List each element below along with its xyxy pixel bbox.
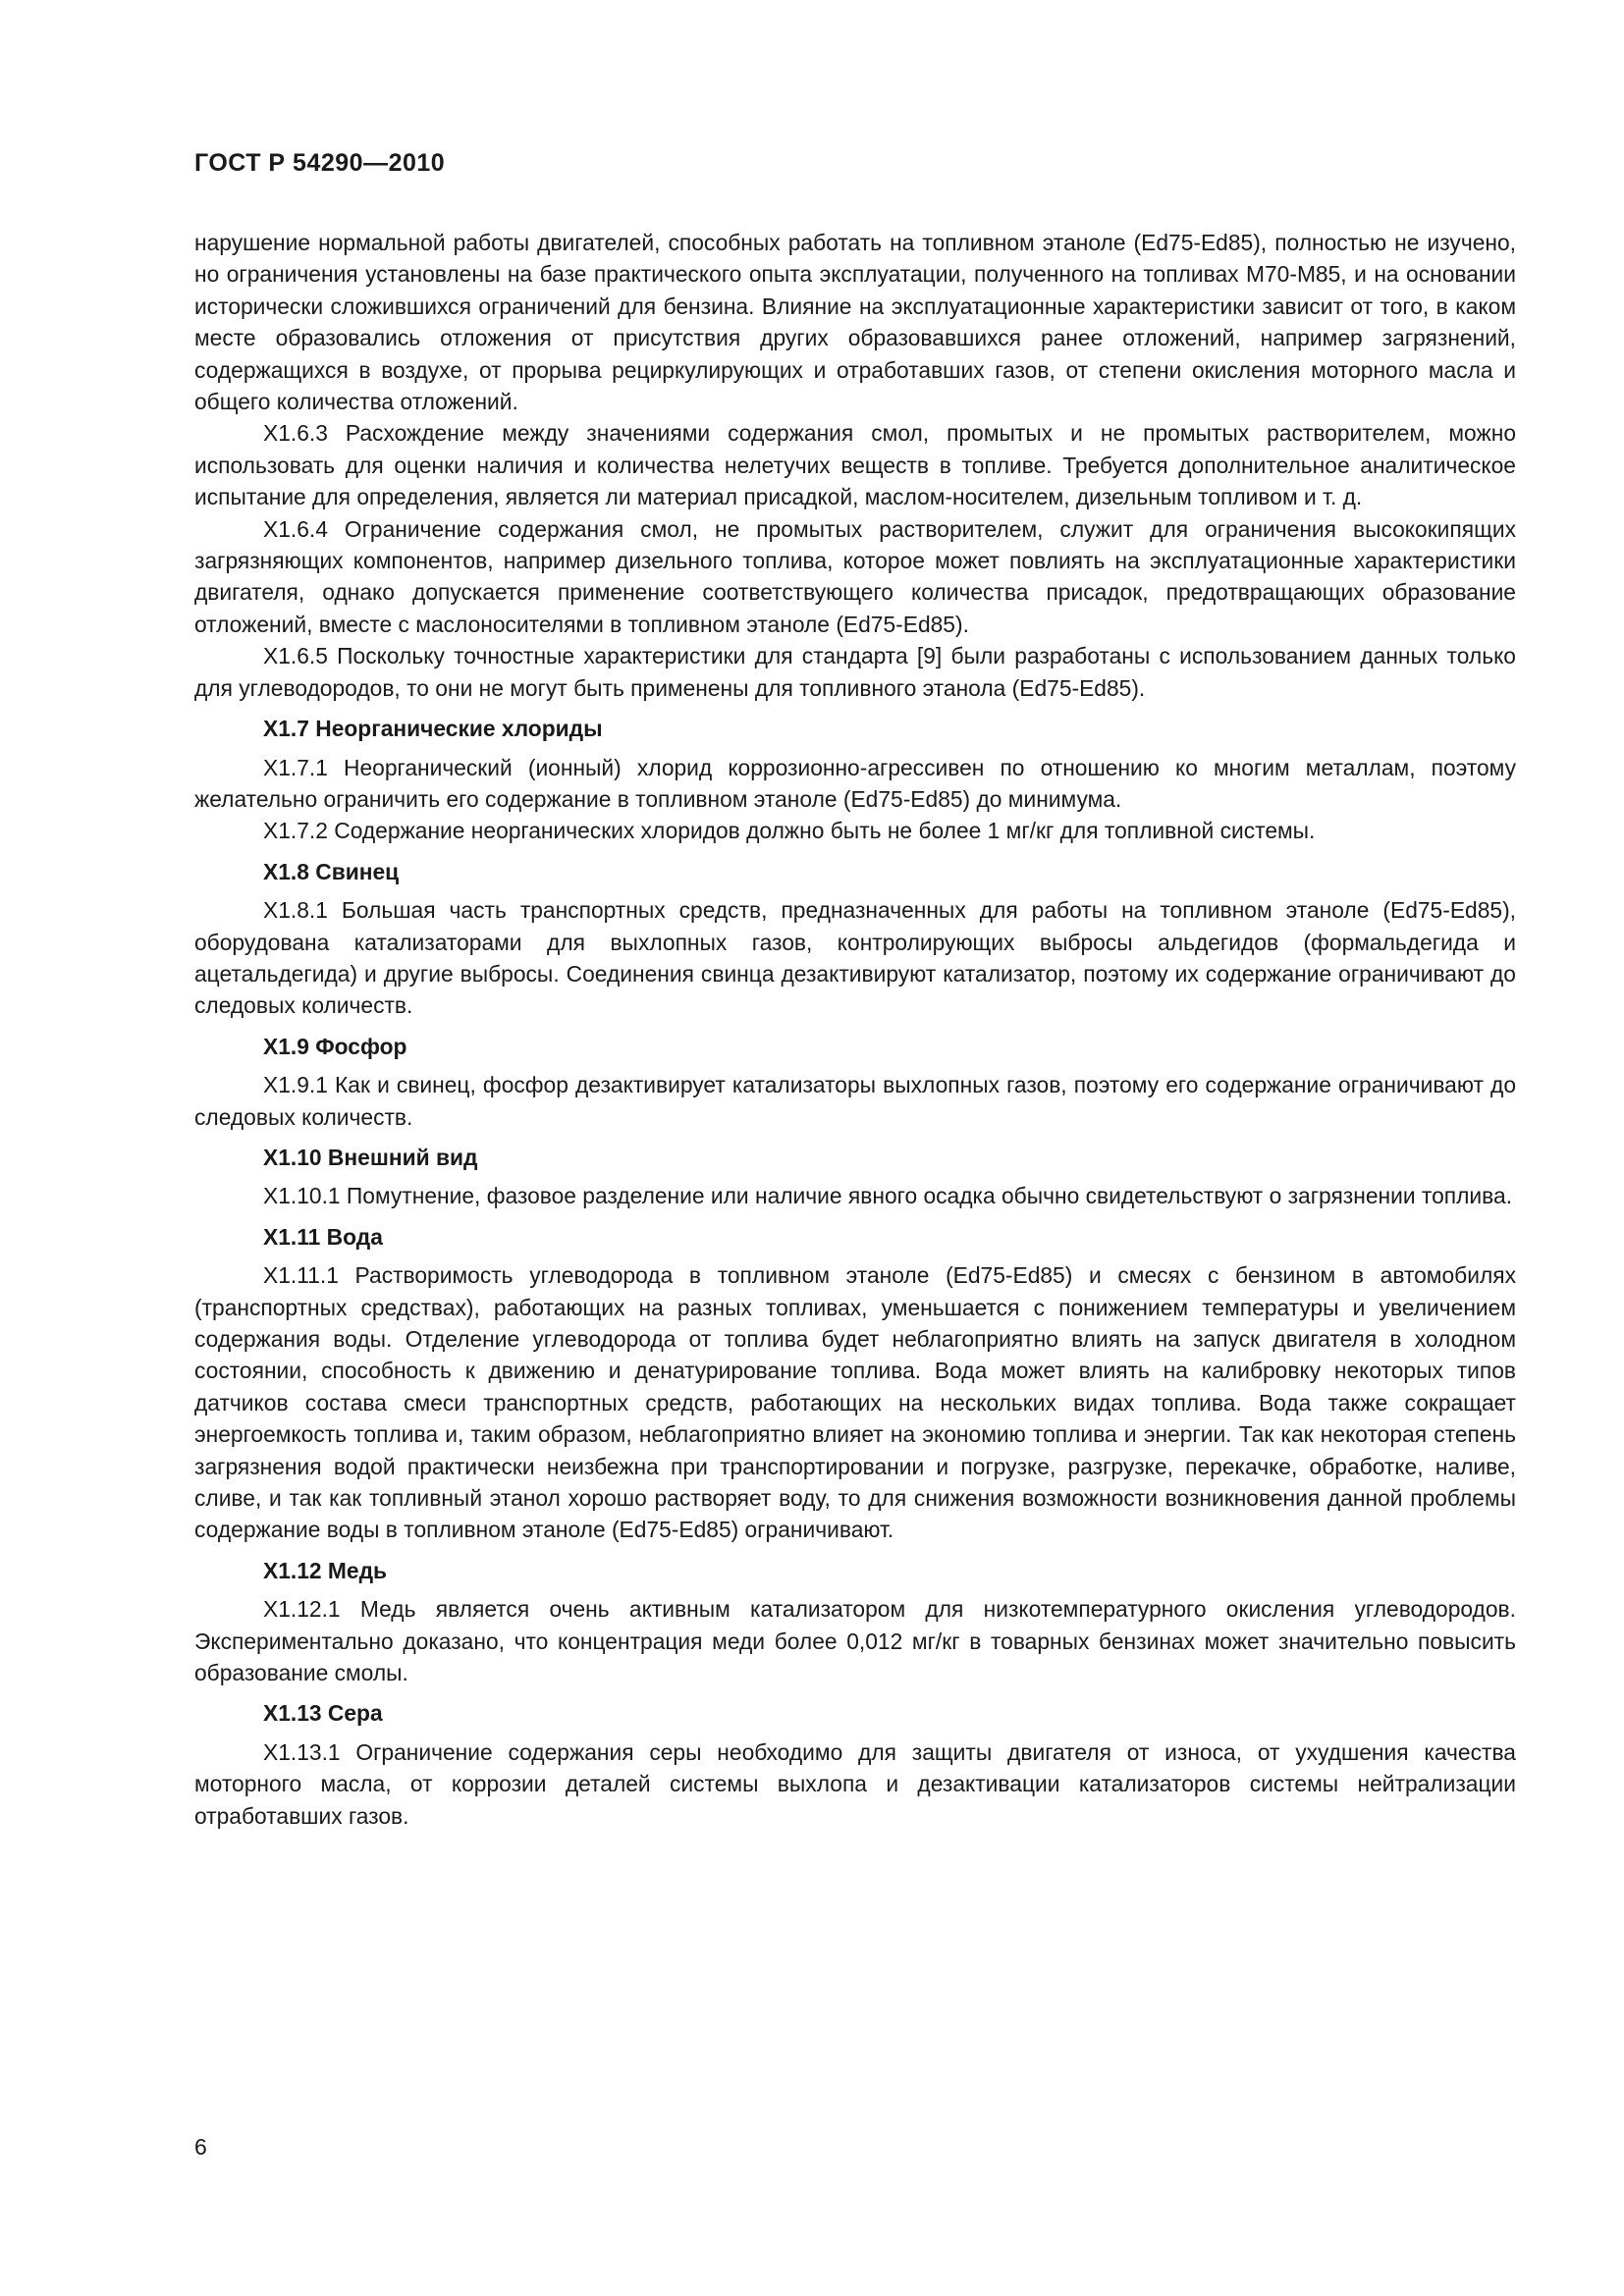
section-heading-x1-8: Х1.8 Свинец [263,858,400,884]
section-heading-x1-13: Х1.13 Сера [263,1700,383,1727]
paragraph-x1-12-1: Х1.12.1 Медь является очень активным катализатором для низкотемпературного окисления углеводородов. Экспериментально доказано, что концентрация меди более 0,012 мг/кг в товарных бензинах может значительно повысить образование смолы. [194,1596,1516,1686]
document-header: ГОСТ Р 54290—2010 [194,149,446,177]
paragraph-x1-7-2: Х1.7.2 Содержание неорганических хлоридов должно быть не более 1 мг/кг для топливной системы. [263,818,1316,844]
paragraph-x1-7-1: Х1.7.1 Неорганический (ионный) хлорид коррозионно-агрессивен по отношению ко многим металлам, поэтому желательно ограничить его содержание в топливном этаноле (Ed75-Ed85) до минимума. [194,754,1516,812]
section-heading-x1-11: Х1.11 Вода [263,1223,383,1250]
paragraph-x1-10-1: Х1.10.1 Помутнение, фазовое разделение или наличие явного осадка обычно свидетельствуют о загрязнении топлива. [263,1183,1513,1209]
section-heading-x1-7: Х1.7 Неорганические хлориды [263,716,603,742]
paragraph-x1-9-1: Х1.9.1 Как и свинец, фосфор дезактивирует катализаторы выхлопных газов, поэтому его содержание ограничивают до следовых количеств. [194,1072,1516,1130]
section-heading-x1-10: Х1.10 Внешний вид [263,1144,478,1170]
paragraph-x1-11-1: Х1.11.1 Растворимость углеводорода в топливном этаноле (Ed75-Ed85) и смесях с бензином в автомобилях (транспортных средствах), работающих на разных топливах, уменьшается с понижением температуры и увеличением содержания воды. Отделение углеводорода от топлива будет неблагоприятно влиять на запуск двигателя в холодном состоянии, способность к движению и денатурирование топлива. Вода может влиять на калибровку некоторых типов датчиков состава смеси транспортных средств, работающих на нескольких видах топлива. Вода также сокращает энергоемкость топлива и, таким образом, неблагоприятно влияет на экономию топлива и энергии. Так как некоторая степень загрязнения водой практически неизбежна при транспортировании и погрузке, разгрузке, перекачке, обработке, наливе, сливе, и так как топливный этанол хорошо растворяет воду, то для снижения возможности возникновения данной проблемы содержание воды в топливном этаноле (Ed75-Ed85) ограничивают. [194,1262,1516,1543]
paragraph-x1-8-1: Х1.8.1 Большая часть транспортных средств, предназначенных для работы на топливном этаноле (Ed75-Ed85), оборудована катализаторами для выхлопных газов, контролирующих выбросы альдегидов (формальдегида и ацетальдегида) и другие выбросы. Соединения свинца дезактивируют катализатор, поэтому их содержание ограничивают до следовых количеств. [194,897,1516,1019]
paragraph-x1-6-5: Х1.6.5 Поскольку точностные характеристики для стандарта [9] были разработаны с использованием данных только для углеводородов, то они не могут быть применены для топливного этанола (Ed75-Ed85). [194,643,1516,701]
section-heading-x1-12: Х1.12 Медь [263,1557,388,1583]
paragraph-continuation: нарушение нормальной работы двигателей, способных работать на топливном этаноле (Ed75-Ed85), полностью не изучено, но ограничения установлены на базе практического опыта эксплуатации, полученного на топливах М70-М85, и на основании исторически сложившихся ограничений для бензина. Влияние на эксплуатационные характеристики зависит от того, в каком месте образовались отложения от присутствия других образовавшихся ранее отложений, например загрязнений, содержащихся в воздухе, от прорыва рециркулирующих и отработавших газов, от степени окисления моторного масла и общего количества отложений. [194,230,1516,415]
paragraph-x1-6-3: Х1.6.3 Расхождение между значениями содержания смол, промытых и не промытых растворителем, можно использовать для оценки наличия и количества нелетучих веществ в топливе. Требуется дополнительное аналитическое испытание для определения, является ли материал присадкой, маслом-носителем, дизельным топливом и т. д. [194,420,1516,510]
paragraph-x1-6-4: Х1.6.4 Ограничение содержания смол, не промытых растворителем, служит для ограничения высококипящих загрязняющих компонентов, например дизельного топлива, которое может повлиять на эксплуатационные характеристики двигателя, однако допускается применение соответствующего количества присадок, предотвращающих образование отложений, вместе с маслоносителями в топливном этаноле (Ed75-Ed85). [194,515,1516,637]
paragraph-x1-13-1: Х1.13.1 Ограничение содержания серы необходимо для защиты двигателя от износа, от ухудшения качества моторного масла, от коррозии деталей системы выхлопа и дезактивации катализаторов системы нейтрализации отработавших газов. [194,1738,1516,1829]
section-heading-x1-9: Х1.9 Фосфор [263,1033,407,1059]
document-body [194,227,1516,1832]
page-number: 6 [194,2134,207,2160]
